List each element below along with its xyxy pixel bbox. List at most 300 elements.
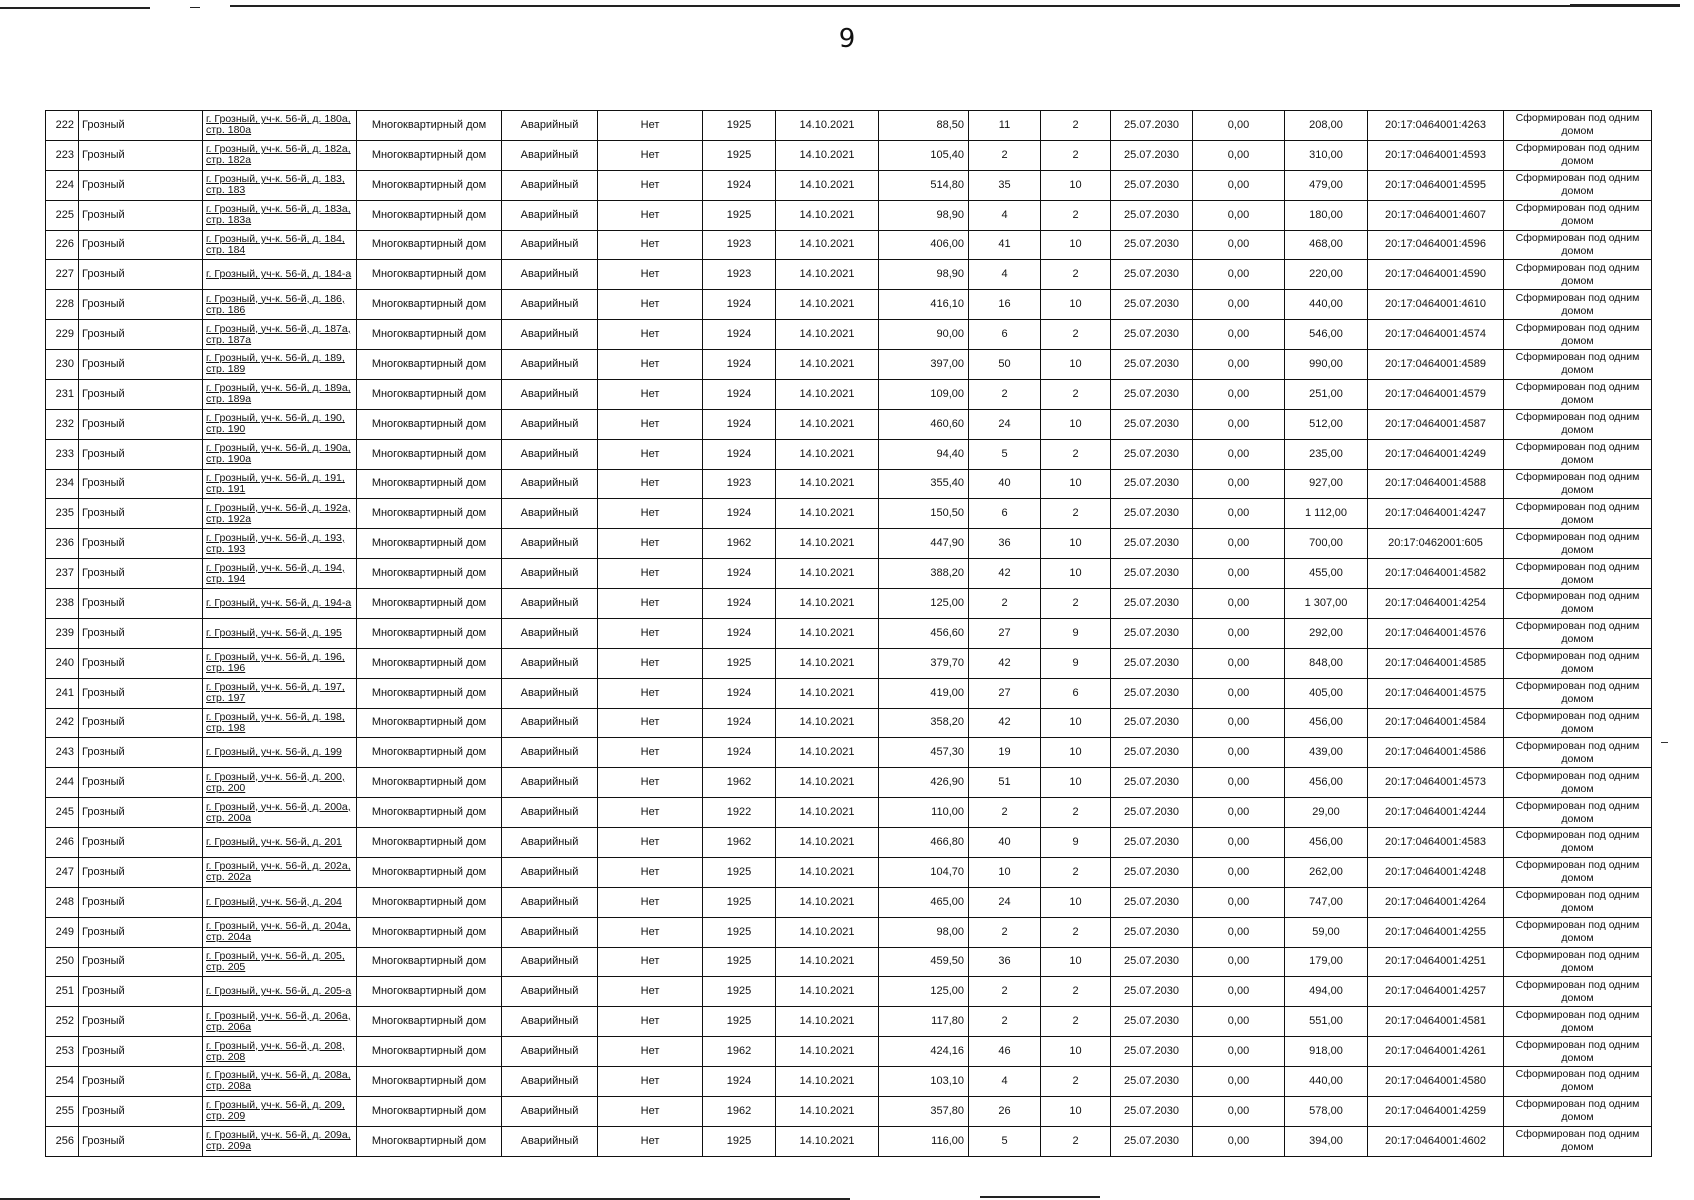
house-status: Аварийный [502,200,598,230]
address-text: г. Грозный, уч-к. 56-й, д. 191, стр. 191 [206,471,345,495]
area-relocated: 0,00 [1193,200,1285,230]
address [203,917,357,947]
house-type: Многоквартирный дом [357,111,502,141]
table-row [46,768,1652,798]
row-number: 253 [46,1037,79,1067]
cadastral-number: 20:17:0464001:4586 [1368,738,1504,768]
house-status: Аварийный [502,529,598,559]
cadastral-number: 20:17:0464001:4583 [1368,828,1504,858]
house-status: Аварийный [502,170,598,200]
table-row [46,409,1652,439]
cadastral-number: 20:17:0464001:4573 [1368,768,1504,798]
house-type: Многоквартирный дом [357,230,502,260]
table-row [46,230,1652,260]
address [203,887,357,917]
land-area: 262,00 [1285,857,1368,887]
recognition-date: 14.10.2021 [776,708,879,738]
row-number: 230 [46,350,79,380]
area-relocated: 0,00 [1193,111,1285,141]
table-row [46,828,1652,858]
locality: Грозный [79,559,203,589]
cadastral-number: 20:17:0464001:4585 [1368,648,1504,678]
row-number: 241 [46,678,79,708]
address [203,290,357,320]
area-value: 465,00 [879,887,969,917]
address-text: г. Грозный, уч-к. 56-й, д. 200а, стр. 200а [206,800,351,824]
area-relocated: 0,00 [1193,977,1285,1007]
planned-date: 25.07.2030 [1111,1067,1193,1097]
planned-date: 25.07.2030 [1111,170,1193,200]
area-relocated: 0,00 [1193,499,1285,529]
cadastral-number: 20:17:0464001:4595 [1368,170,1504,200]
address [203,589,357,619]
land-area: 479,00 [1285,170,1368,200]
house-type: Многоквартирный дом [357,1037,502,1067]
reloc-flag: Нет [598,768,703,798]
residents-count: 4 [969,260,1041,290]
reloc-flag: Нет [598,469,703,499]
address [203,618,357,648]
table-row [46,947,1652,977]
residents-count: 35 [969,170,1041,200]
row-number: 255 [46,1096,79,1126]
locality: Грозный [79,170,203,200]
land-plot-status: Сформирован под одним домом [1504,947,1652,977]
reloc-flag: Нет [598,1037,703,1067]
house-status: Аварийный [502,469,598,499]
residents-count: 24 [969,409,1041,439]
apartments-count: 10 [1041,1037,1111,1067]
planned-date: 25.07.2030 [1111,140,1193,170]
apartments-count: 10 [1041,350,1111,380]
house-status: Аварийный [502,1096,598,1126]
locality: Грозный [79,887,203,917]
planned-date: 25.07.2030 [1111,379,1193,409]
table-row [46,140,1652,170]
recognition-date: 14.10.2021 [776,857,879,887]
address-text: г. Грозный, уч-к. 56-й, д. 184-а [206,268,352,281]
row-number: 252 [46,1007,79,1037]
cadastral-number: 20:17:0464001:4244 [1368,798,1504,828]
address [203,1067,357,1097]
row-number: 250 [46,947,79,977]
table-row [46,200,1652,230]
area-value: 466,80 [879,828,969,858]
address [203,798,357,828]
row-number: 226 [46,230,79,260]
house-status: Аварийный [502,1126,598,1156]
house-status: Аварийный [502,708,598,738]
address [203,200,357,230]
year-built: 1925 [703,111,776,141]
apartments-count: 2 [1041,439,1111,469]
area-value: 98,90 [879,200,969,230]
house-status: Аварийный [502,409,598,439]
area-value: 357,80 [879,1096,969,1126]
apartments-count: 10 [1041,469,1111,499]
land-plot-status: Сформирован под одним домом [1504,469,1652,499]
house-type: Многоквартирный дом [357,738,502,768]
planned-date: 25.07.2030 [1111,529,1193,559]
reloc-flag: Нет [598,230,703,260]
locality: Грозный [79,618,203,648]
land-plot-status: Сформирован под одним домом [1504,678,1652,708]
reloc-flag: Нет [598,439,703,469]
year-built: 1924 [703,290,776,320]
locality: Грозный [79,499,203,529]
land-area: 1 112,00 [1285,499,1368,529]
recognition-date: 14.10.2021 [776,200,879,230]
cadastral-number: 20:17:0464001:4582 [1368,559,1504,589]
address [203,857,357,887]
locality: Грозный [79,798,203,828]
land-area: 456,00 [1285,828,1368,858]
planned-date: 25.07.2030 [1111,1096,1193,1126]
planned-date: 25.07.2030 [1111,499,1193,529]
table-row [46,678,1652,708]
residents-count: 10 [969,857,1041,887]
land-plot-status: Сформирован под одним домом [1504,917,1652,947]
planned-date: 25.07.2030 [1111,887,1193,917]
locality: Грозный [79,828,203,858]
address [203,379,357,409]
area-value: 98,90 [879,260,969,290]
house-type: Многоквартирный дом [357,828,502,858]
area-value: 103,10 [879,1067,969,1097]
planned-date: 25.07.2030 [1111,559,1193,589]
recognition-date: 14.10.2021 [776,768,879,798]
planned-date: 25.07.2030 [1111,708,1193,738]
locality: Грозный [79,260,203,290]
address [203,409,357,439]
house-type: Многоквартирный дом [357,917,502,947]
house-status: Аварийный [502,1037,598,1067]
apartments-count: 10 [1041,170,1111,200]
land-plot-status: Сформирован под одним домом [1504,111,1652,141]
address-text: г. Грозный, уч-к. 56-й, д. 183а, стр. 183а [206,203,351,227]
reloc-flag: Нет [598,947,703,977]
table-row [46,439,1652,469]
locality: Грозный [79,111,203,141]
table-row [46,499,1652,529]
house-type: Многоквартирный дом [357,1007,502,1037]
land-area: 512,00 [1285,409,1368,439]
reloc-flag: Нет [598,379,703,409]
apartments-count: 10 [1041,947,1111,977]
recognition-date: 14.10.2021 [776,589,879,619]
locality: Грозный [79,768,203,798]
row-number: 240 [46,648,79,678]
apartments-count: 2 [1041,857,1111,887]
land-area: 918,00 [1285,1037,1368,1067]
land-plot-status: Сформирован под одним домом [1504,350,1652,380]
land-plot-status: Сформирован под одним домом [1504,260,1652,290]
cadastral-number: 20:17:0464001:4249 [1368,439,1504,469]
locality: Грозный [79,1096,203,1126]
year-built: 1925 [703,200,776,230]
reloc-flag: Нет [598,828,703,858]
house-type: Многоквартирный дом [357,260,502,290]
planned-date: 25.07.2030 [1111,1007,1193,1037]
locality: Грозный [79,529,203,559]
year-built: 1924 [703,589,776,619]
planned-date: 25.07.2030 [1111,589,1193,619]
recognition-date: 14.10.2021 [776,1067,879,1097]
land-area: 235,00 [1285,439,1368,469]
planned-date: 25.07.2030 [1111,200,1193,230]
row-number: 229 [46,320,79,350]
apartments-count: 10 [1041,290,1111,320]
house-status: Аварийный [502,1067,598,1097]
planned-date: 25.07.2030 [1111,828,1193,858]
address [203,469,357,499]
row-number: 248 [46,887,79,917]
locality: Грозный [79,200,203,230]
land-area: 292,00 [1285,618,1368,648]
apartments-count: 2 [1041,260,1111,290]
house-status: Аварийный [502,111,598,141]
area-value: 90,00 [879,320,969,350]
area-relocated: 0,00 [1193,648,1285,678]
recognition-date: 14.10.2021 [776,887,879,917]
area-relocated: 0,00 [1193,260,1285,290]
year-built: 1924 [703,738,776,768]
recognition-date: 14.10.2021 [776,379,879,409]
area-relocated: 0,00 [1193,320,1285,350]
land-area: 439,00 [1285,738,1368,768]
residents-count: 42 [969,559,1041,589]
residents-count: 19 [969,738,1041,768]
reloc-flag: Нет [598,409,703,439]
residents-count: 5 [969,439,1041,469]
recognition-date: 14.10.2021 [776,678,879,708]
area-relocated: 0,00 [1193,678,1285,708]
residents-count: 11 [969,111,1041,141]
year-built: 1962 [703,1037,776,1067]
table-row [46,917,1652,947]
residents-count: 2 [969,140,1041,170]
reloc-flag: Нет [598,1126,703,1156]
reloc-flag: Нет [598,170,703,200]
planned-date: 25.07.2030 [1111,977,1193,1007]
apartments-count: 6 [1041,678,1111,708]
house-status: Аварийный [502,828,598,858]
recognition-date: 14.10.2021 [776,1037,879,1067]
recognition-date: 14.10.2021 [776,648,879,678]
residents-count: 6 [969,320,1041,350]
locality: Грозный [79,409,203,439]
row-number: 232 [46,409,79,439]
recognition-date: 14.10.2021 [776,350,879,380]
apartments-count: 2 [1041,977,1111,1007]
recognition-date: 14.10.2021 [776,469,879,499]
residents-count: 26 [969,1096,1041,1126]
table-row [46,170,1652,200]
house-status: Аварийный [502,618,598,648]
row-number: 254 [46,1067,79,1097]
planned-date: 25.07.2030 [1111,469,1193,499]
area-relocated: 0,00 [1193,1126,1285,1156]
year-built: 1922 [703,798,776,828]
land-area: 546,00 [1285,320,1368,350]
area-value: 459,50 [879,947,969,977]
table-row [46,469,1652,499]
area-value: 98,00 [879,917,969,947]
reloc-flag: Нет [598,290,703,320]
land-area: 59,00 [1285,917,1368,947]
address-text: г. Грозный, уч-к. 56-й, д. 192а, стр. 192а [206,501,351,525]
row-number: 245 [46,798,79,828]
locality: Грозный [79,708,203,738]
apartments-count: 2 [1041,140,1111,170]
house-type: Многоквартирный дом [357,379,502,409]
cadastral-number: 20:17:0464001:4579 [1368,379,1504,409]
locality: Грозный [79,648,203,678]
land-area: 551,00 [1285,1007,1368,1037]
table-row [46,1037,1652,1067]
apartments-count: 2 [1041,111,1111,141]
table-row [46,320,1652,350]
land-plot-status: Сформирован под одним домом [1504,140,1652,170]
area-value: 426,90 [879,768,969,798]
recognition-date: 14.10.2021 [776,529,879,559]
planned-date: 25.07.2030 [1111,1037,1193,1067]
house-type: Многоквартирный дом [357,499,502,529]
area-relocated: 0,00 [1193,828,1285,858]
address-text: г. Грозный, уч-к. 56-й, д. 197, стр. 197 [206,681,345,705]
year-built: 1962 [703,529,776,559]
address-text: г. Грозный, уч-к. 56-й, д. 193, стр. 193 [206,531,345,555]
area-value: 388,20 [879,559,969,589]
locality: Грозный [79,857,203,887]
planned-date: 25.07.2030 [1111,320,1193,350]
year-built: 1925 [703,857,776,887]
row-number: 228 [46,290,79,320]
address-text: г. Грозный, уч-к. 56-й, д. 184, стр. 184 [206,232,345,256]
table-row [46,738,1652,768]
area-relocated: 0,00 [1193,230,1285,260]
land-area: 990,00 [1285,350,1368,380]
house-type: Многоквартирный дом [357,1067,502,1097]
house-type: Многоквартирный дом [357,678,502,708]
locality: Грозный [79,379,203,409]
table-row [46,618,1652,648]
address-text: г. Грозный, уч-к. 56-й, д. 202а, стр. 202а [206,860,351,884]
land-area: 700,00 [1285,529,1368,559]
house-type: Многоквартирный дом [357,469,502,499]
house-type: Многоквартирный дом [357,977,502,1007]
row-number: 236 [46,529,79,559]
house-status: Аварийный [502,678,598,708]
locality: Грозный [79,589,203,619]
area-relocated: 0,00 [1193,469,1285,499]
planned-date: 25.07.2030 [1111,618,1193,648]
row-number: 243 [46,738,79,768]
recognition-date: 14.10.2021 [776,111,879,141]
land-plot-status: Сформирован под одним домом [1504,379,1652,409]
year-built: 1923 [703,260,776,290]
land-plot-status: Сформирован под одним домом [1504,170,1652,200]
area-relocated: 0,00 [1193,947,1285,977]
house-status: Аварийный [502,738,598,768]
residents-count: 51 [969,768,1041,798]
cadastral-number: 20:17:0464001:4581 [1368,1007,1504,1037]
residents-count: 40 [969,828,1041,858]
house-status: Аварийный [502,1007,598,1037]
row-number: 227 [46,260,79,290]
table-row [46,887,1652,917]
apartments-count: 9 [1041,618,1111,648]
cadastral-number: 20:17:0464001:4610 [1368,290,1504,320]
table-row [46,648,1652,678]
cadastral-number: 20:17:0464001:4590 [1368,260,1504,290]
row-number: 223 [46,140,79,170]
address [203,648,357,678]
row-number: 231 [46,379,79,409]
cadastral-number: 20:17:0464001:4602 [1368,1126,1504,1156]
area-value: 416,10 [879,290,969,320]
residents-count: 6 [969,499,1041,529]
table-row [46,798,1652,828]
area-relocated: 0,00 [1193,1096,1285,1126]
residents-count: 50 [969,350,1041,380]
apartments-count: 10 [1041,409,1111,439]
year-built: 1924 [703,559,776,589]
land-area: 394,00 [1285,1126,1368,1156]
house-type: Многоквартирный дом [357,798,502,828]
cadastral-number: 20:17:0464001:4264 [1368,887,1504,917]
address-text: г. Грозный, уч-к. 56-й, д. 196, стр. 196 [206,651,345,675]
reloc-flag: Нет [598,529,703,559]
area-value: 456,60 [879,618,969,648]
reloc-flag: Нет [598,678,703,708]
address-text: г. Грозный, уч-к. 56-й, д. 194-а [206,596,352,609]
apartments-count: 2 [1041,379,1111,409]
house-status: Аварийный [502,290,598,320]
address-text: г. Грозный, уч-к. 56-й, д. 186, стр. 186 [206,292,345,316]
house-status: Аварийный [502,857,598,887]
residents-count: 2 [969,589,1041,619]
table-row [46,589,1652,619]
cadastral-number: 20:17:0464001:4580 [1368,1067,1504,1097]
row-number: 239 [46,618,79,648]
area-relocated: 0,00 [1193,738,1285,768]
year-built: 1924 [703,350,776,380]
address [203,678,357,708]
planned-date: 25.07.2030 [1111,350,1193,380]
address-text: г. Грозный, уч-к. 56-й, д. 183, стр. 183 [206,173,345,197]
row-number: 225 [46,200,79,230]
address-text: г. Грозный, уч-к. 56-й, д. 204а, стр. 204а [206,920,351,944]
area-value: 88,50 [879,111,969,141]
cadastral-number: 20:17:0464001:4587 [1368,409,1504,439]
housing-registry-table [45,110,1652,1157]
row-number: 235 [46,499,79,529]
scan-edge-line [0,7,150,9]
address [203,320,357,350]
address [203,1126,357,1156]
land-area: 405,00 [1285,678,1368,708]
apartments-count: 2 [1041,917,1111,947]
cadastral-number: 20:17:0464001:4263 [1368,111,1504,141]
residents-count: 36 [969,947,1041,977]
recognition-date: 14.10.2021 [776,499,879,529]
address-text: г. Грозный, уч-к. 56-й, д. 189, стр. 189 [206,352,345,376]
recognition-date: 14.10.2021 [776,618,879,648]
address [203,1037,357,1067]
address [203,260,357,290]
planned-date: 25.07.2030 [1111,648,1193,678]
